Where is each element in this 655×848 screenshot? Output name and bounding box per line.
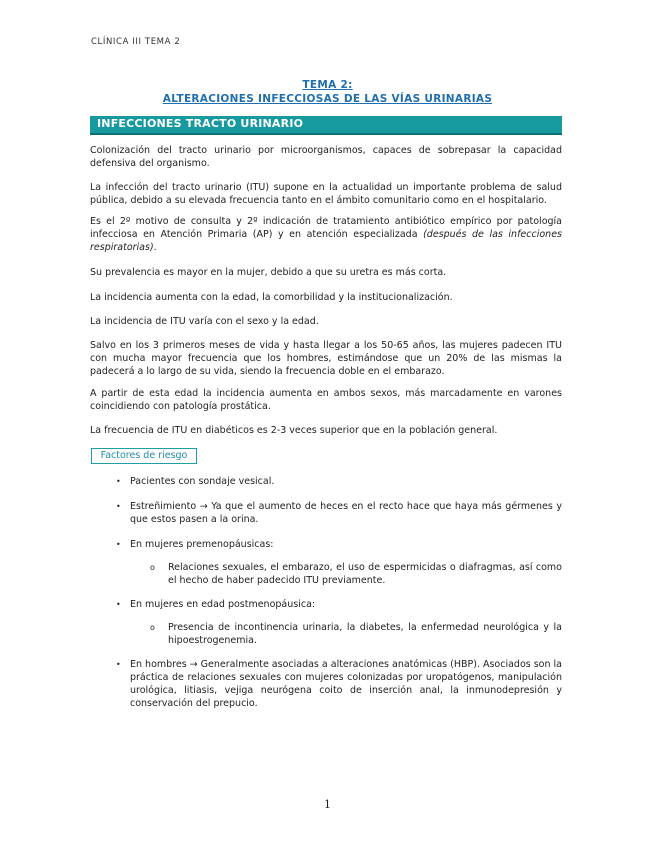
sub-list-item: Relaciones sexuales, el embarazo, el uso de espermicidas o diafragmas, así como el hecho de haber padecido ITU previamente. xyxy=(168,562,562,586)
section-banner-label: INFECCIONES TRACTO URINARIO xyxy=(97,117,304,130)
paragraph: Salvo en los 3 primeros meses de vida y hasta llegar a los 50-65 años, las mujeres padecen ITU con mucha mayor frecuencia que los hombres, estimándose que un 20% de las mismas la padecerá a lo largo de su vida, siendo la frecuencia doble en el embarazo. xyxy=(90,340,562,377)
italic-note: (después de las infecciones respiratorias) xyxy=(90,229,562,253)
paragraph: A partir de esta edad la incidencia aumenta en ambos sexos, más marcadamente en varones coincidiendo con patología prostática. xyxy=(90,388,562,412)
sub-bullet-marker: o xyxy=(150,563,155,572)
bullet-marker: • xyxy=(116,600,121,609)
paragraph: La incidencia aumenta con la edad, la comorbilidad y la institucionalización. xyxy=(90,292,453,303)
bullet-marker: • xyxy=(116,502,121,511)
document-subtitle: ALTERACIONES INFECCIOSAS DE LAS VÍAS URINARIAS xyxy=(162,93,493,105)
risk-factors-box: Factores de riesgo xyxy=(91,448,197,464)
list-item: En mujeres premenopáusicas: xyxy=(130,539,274,550)
sub-bullet-marker: o xyxy=(150,623,155,632)
document-title: TEMA 2: xyxy=(302,79,353,91)
page-number: 1 xyxy=(324,798,331,811)
section-banner xyxy=(90,116,562,135)
paragraph: La incidencia de ITU varía con el sexo y la edad. xyxy=(90,316,319,327)
paragraph: Es el 2º motivo de consulta y 2º indicación de tratamiento antibiótico empírico por patología infecciosa en Atención Primaria (AP) y en atención especializada (después de las infecciones respiratorias). xyxy=(90,216,562,253)
paragraph: La frecuencia de ITU en diabéticos es 2-3 veces superior que en la población general. xyxy=(90,425,498,436)
list-item: En hombres → Generalmente asociadas a alteraciones anatómicas (HBP). Asociados son la práctica de relaciones sexuales con mujeres colonizadas por uropatógenos, manipulación urológica, litiasis, vejiga neurógena coito de inserción anal, la inmunodepresión y conservación del prepucio. xyxy=(130,659,562,709)
paragraph: Colonización del tracto urinario por microorganismos, capaces de sobrepasar la capacidad defensiva del organismo. xyxy=(90,145,562,169)
paragraph: La infección del tracto urinario (ITU) supone en la actualidad un importante problema de salud pública, debido a su elevada frecuencia tanto en el ámbito comunitario como en el hospitalario. xyxy=(90,182,562,206)
list-item: Estreñimiento → Ya que el aumento de heces en el recto hace que haya más gérmenes y que estos pasen a la orina. xyxy=(130,501,562,525)
bullet-marker: • xyxy=(116,660,121,669)
bullet-marker: • xyxy=(116,477,121,486)
bullet-marker: • xyxy=(116,540,121,549)
list-item: Pacientes con sondaje vesical. xyxy=(130,476,275,487)
paragraph: Su prevalencia es mayor en la mujer, debido a que su uretra es más corta. xyxy=(90,267,447,278)
list-item: En mujeres en edad postmenopáusica: xyxy=(130,599,316,610)
sub-list-item: Presencia de incontinencia urinaria, la diabetes, la enfermedad neurológica y la hipoestrogenemia. xyxy=(168,622,562,646)
page-header: CLÍNICA III TEMA 2 xyxy=(91,37,181,47)
